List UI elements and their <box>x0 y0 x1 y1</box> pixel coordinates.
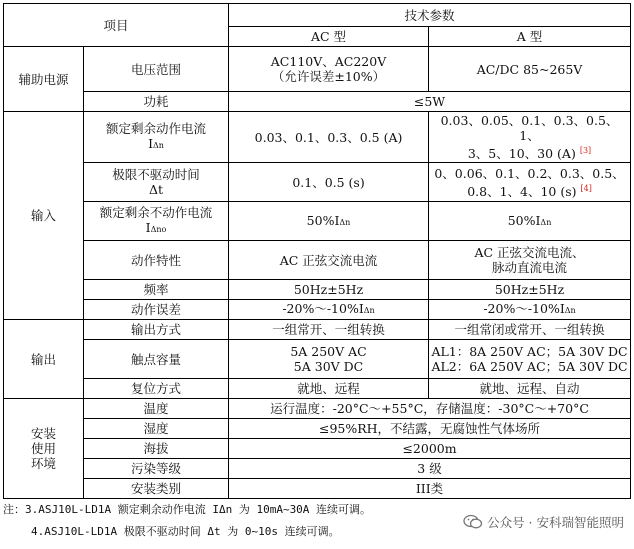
footnote-ref-3[interactable]: [3] <box>579 146 592 155</box>
output-mode-a: 一组常闭或常开、一组转换 <box>429 320 631 340</box>
rated-non-operating-a: 50%IΔn <box>429 202 631 241</box>
contact-capacity-a-line2: AL2：6A 250V AC；5A 30V DC <box>431 359 628 375</box>
temperature-value: 运行温度：-20°C～+55°C，存储温度：-30°C～+70°C <box>229 399 631 419</box>
label-power: 功耗 <box>84 92 229 112</box>
action-error-a: -20%～-10%IΔn <box>429 300 631 320</box>
group-input: 输入 <box>4 112 84 320</box>
rated-residual-current-label-sym: IΔn <box>148 136 164 152</box>
footnote-ref-4[interactable]: [4] <box>580 183 592 193</box>
limit-no-drive-time-a-line1: 0、0.06、0.1、0.2、0.3、0.5、 <box>434 165 625 181</box>
voltage-range-ac-line2: （允许误差±10%） <box>271 69 386 84</box>
label-reset-mode: 复位方式 <box>84 379 229 399</box>
group-install-env-line2: 使用 <box>30 441 56 457</box>
voltage-range-ac <box>229 47 429 92</box>
label-action-error: 动作误差 <box>84 300 229 320</box>
contact-capacity-a <box>429 340 631 379</box>
watermark-text: 公众号 · 安科瑞智能照明 <box>487 515 624 530</box>
spec-table <box>3 3 631 499</box>
label-rated-residual-current <box>84 112 229 163</box>
group-install-env <box>4 399 84 499</box>
altitude-value: ≤2000m <box>229 439 631 459</box>
note-4: 4.ASJ10L-LD1A 极限不驱动时间 Δt 为 0~10s 连续可调。 <box>31 525 340 538</box>
pollution-level-value: 3 级 <box>229 459 631 479</box>
power-value: ≤5W <box>229 92 631 112</box>
output-mode-ac: 一组常开、一组转换 <box>229 320 429 340</box>
wechat-icon <box>463 514 483 530</box>
reset-mode-ac: 就地、远程 <box>229 379 429 399</box>
voltage-range-ac-line1: AC110V、AC220V <box>270 54 387 69</box>
rated-residual-current-label-line1: 额定剩余动作电流 <box>106 121 207 137</box>
rated-residual-current-a-line2: 3、5、10、30 (A) [3] <box>467 146 592 162</box>
contact-capacity-ac-line2: 5A 30V DC <box>293 359 364 375</box>
header-ac-type: AC 型 <box>229 27 429 47</box>
label-altitude: 海拔 <box>84 439 229 459</box>
rated-non-operating-ac: 50%IΔn <box>229 202 429 241</box>
rated-non-operating-label-line1: 额定剩余不动作电流 <box>99 205 213 221</box>
contact-capacity-a-line1: AL1：8A 250V AC；5A 30V DC <box>431 344 628 360</box>
label-limit-no-drive-time <box>84 163 229 202</box>
label-operating-characteristic: 动作特性 <box>84 241 229 280</box>
limit-no-drive-time-a <box>429 163 631 202</box>
voltage-range-a: AC/DC 85~265V <box>429 47 631 92</box>
rated-residual-current-a <box>429 112 631 163</box>
label-temperature: 温度 <box>84 399 229 419</box>
header-tech-params: 技术参数 <box>229 4 631 27</box>
rated-residual-current-ac: 0.03、0.1、0.3、0.5 (A) <box>229 112 429 163</box>
operating-characteristic-ac: AC 正弦交流电流 <box>229 241 429 280</box>
contact-capacity-ac <box>229 340 429 379</box>
limit-no-drive-time-ac: 0.1、0.5 (s) <box>229 163 429 202</box>
label-frequency: 频率 <box>84 280 229 300</box>
note-3: 注：3.ASJ10L-LD1A 额定剩余动作电流 IΔn 为 10mA~30A 连续可调。 <box>3 503 372 516</box>
label-voltage-range: 电压范围 <box>84 47 229 92</box>
group-aux-power: 辅助电源 <box>4 47 84 112</box>
humidity-value: ≤95%RH，不结露，无腐蚀性气体场所 <box>229 419 631 439</box>
limit-no-drive-time-label-line2: Δt <box>148 182 164 198</box>
operating-characteristic-a-line1: AC 正弦交流电流、 <box>474 245 585 261</box>
install-category-value: III类 <box>229 479 631 499</box>
operating-characteristic-a-line2: 脉动直流电流 <box>492 260 568 276</box>
contact-capacity-ac-line1: 5A 250V AC <box>290 344 367 360</box>
group-install-env-line1: 安装 <box>30 426 56 442</box>
reset-mode-a: 就地、远程、自动 <box>429 379 631 399</box>
limit-no-drive-time-a-line2: 0.8、1、4、10 (s) [4] <box>467 183 592 199</box>
frequency-a: 50Hz±5Hz <box>429 280 631 300</box>
rated-non-operating-label-sym: IΔno <box>145 220 167 236</box>
label-output-mode: 输出方式 <box>84 320 229 340</box>
header-a-type: A 型 <box>429 27 631 47</box>
label-humidity: 湿度 <box>84 419 229 439</box>
rated-residual-current-a-line1: 0.03、0.05、0.1、0.3、0.5、1、 <box>440 113 619 143</box>
limit-no-drive-time-label-line1: 极限不驱动时间 <box>112 167 200 183</box>
label-contact-capacity: 触点容量 <box>84 340 229 379</box>
frequency-ac: 50Hz±5Hz <box>229 280 429 300</box>
watermark <box>463 513 624 531</box>
label-pollution-level: 污染等级 <box>84 459 229 479</box>
group-install-env-line3: 环境 <box>30 456 56 472</box>
operating-characteristic-a <box>429 241 631 280</box>
label-install-category: 安装类别 <box>84 479 229 499</box>
label-rated-non-operating <box>84 202 229 241</box>
action-error-ac: -20%～-10%IΔn <box>229 300 429 320</box>
group-output: 输出 <box>4 320 84 399</box>
header-item: 项目 <box>4 4 229 47</box>
